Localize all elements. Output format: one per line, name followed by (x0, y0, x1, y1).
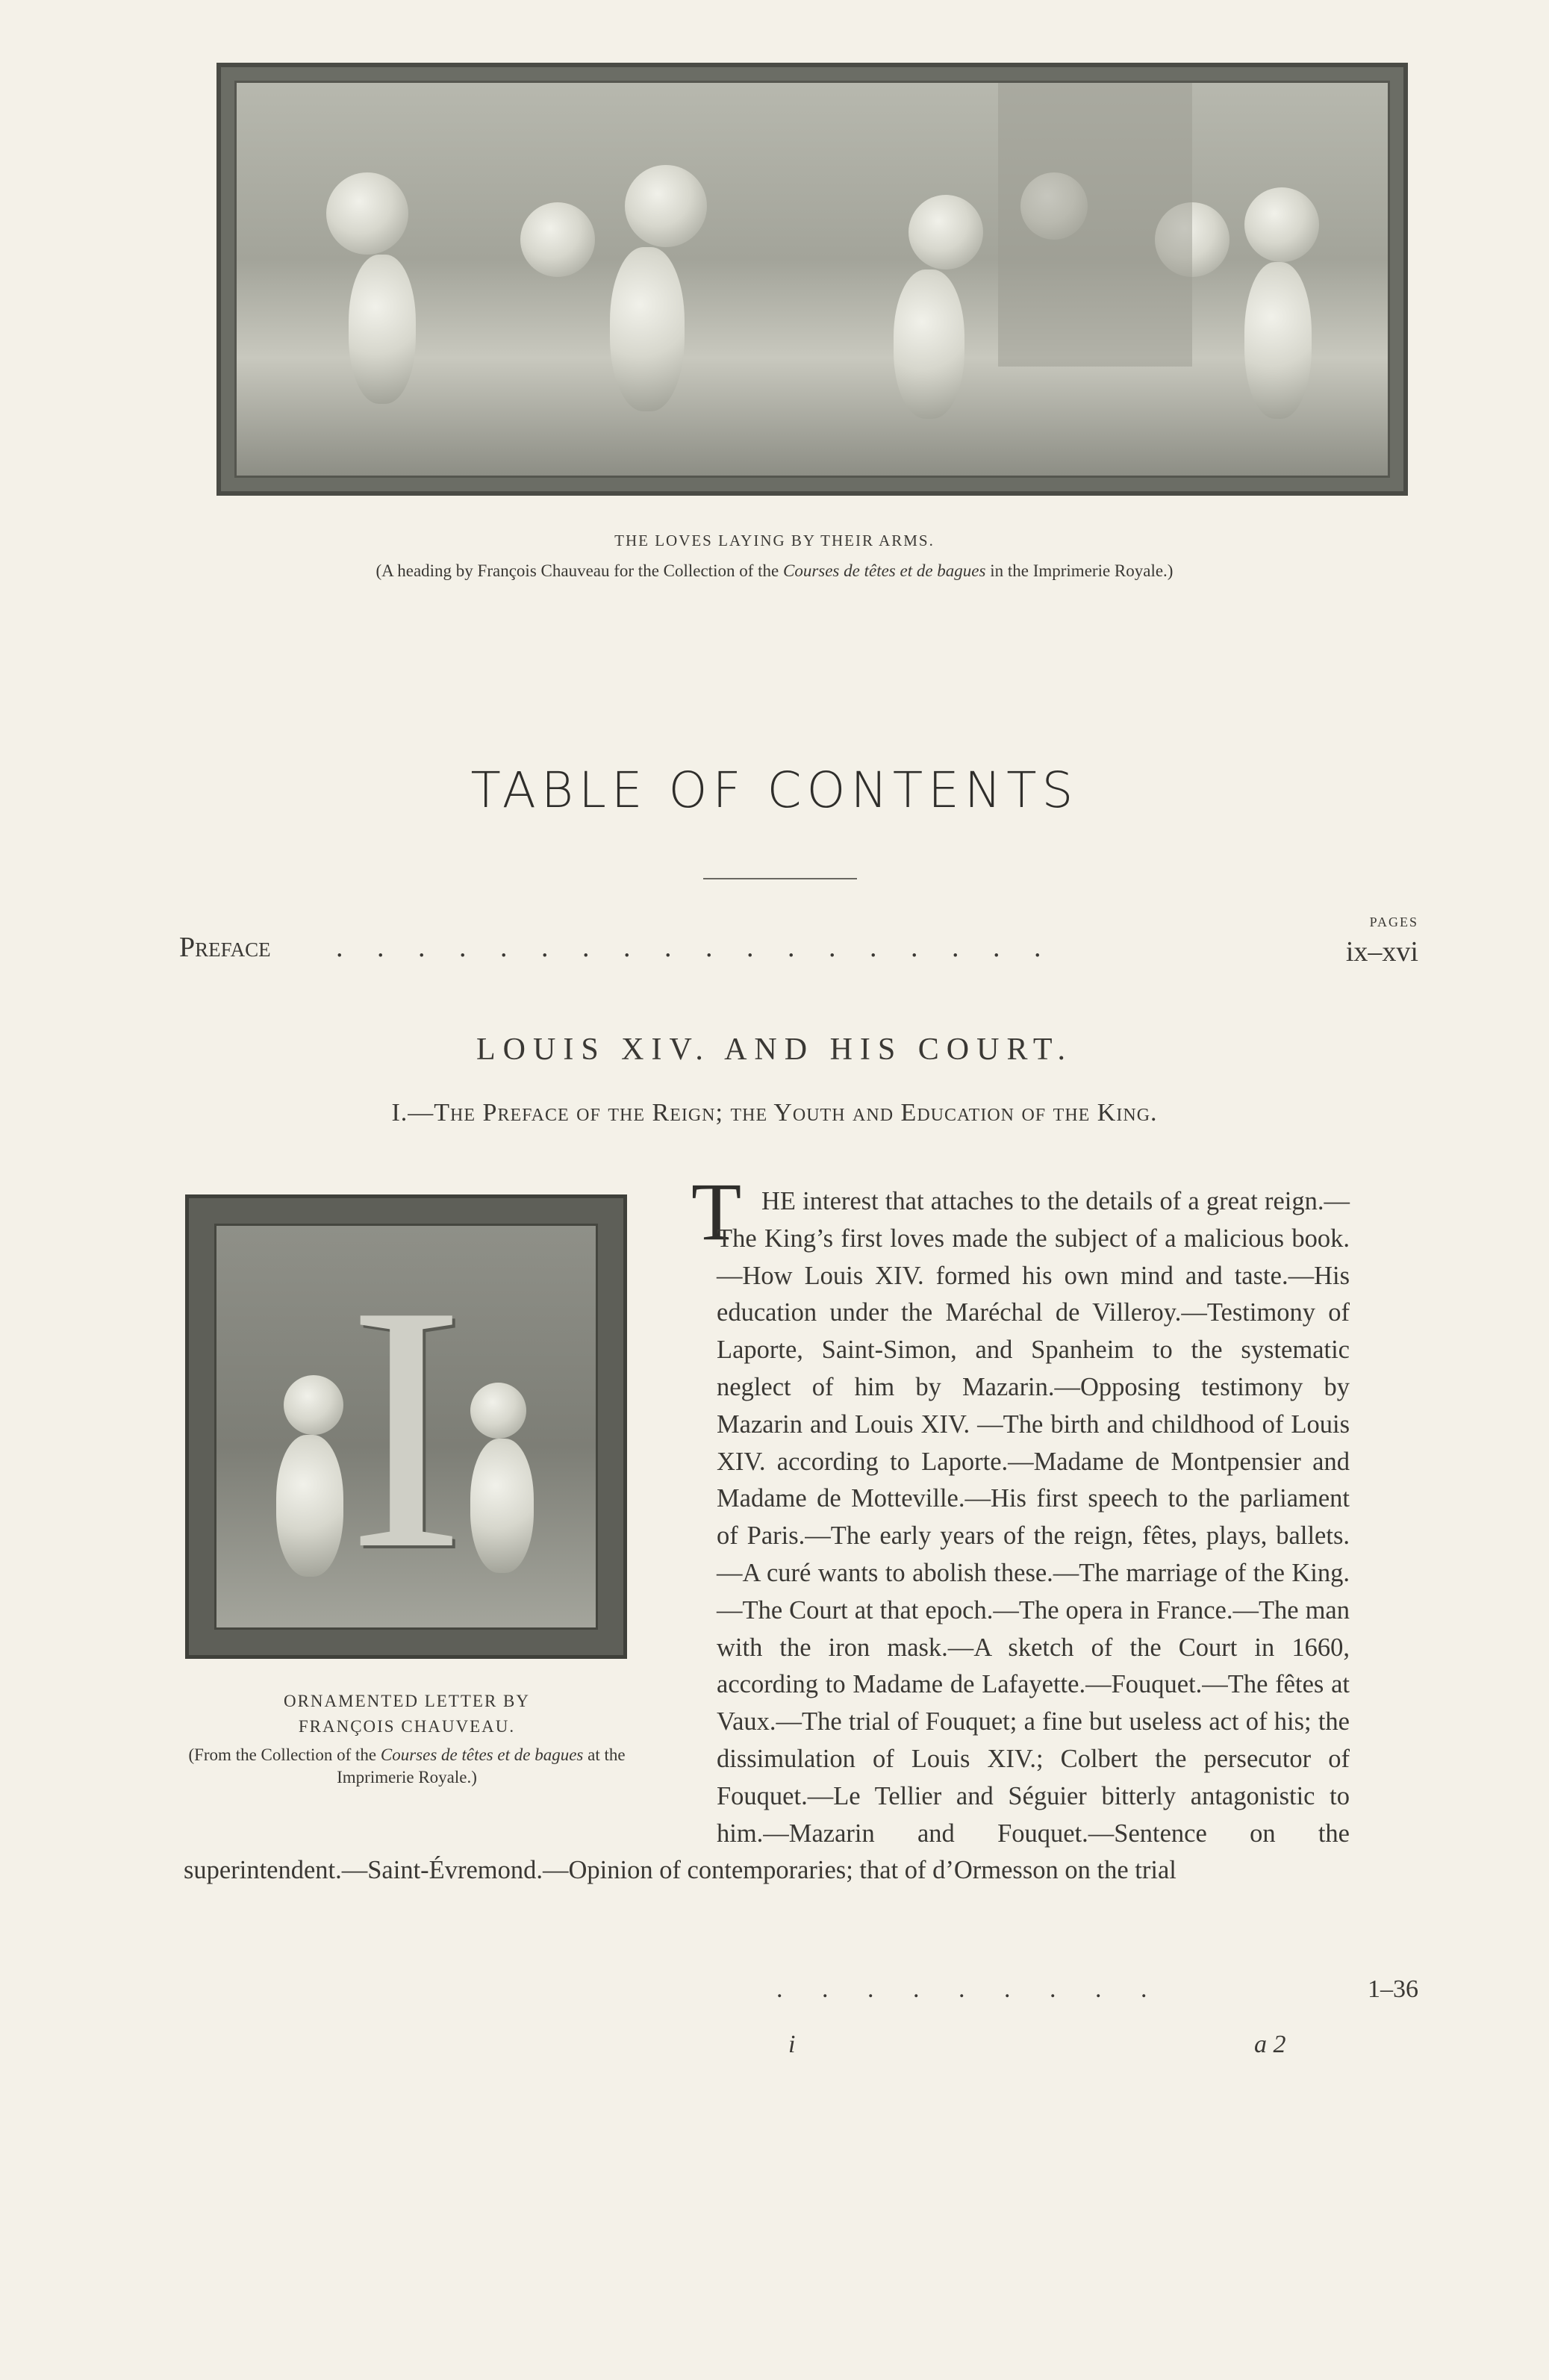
chapter-page-range: 1–36 (1368, 1975, 1418, 2003)
chapter-summary (184, 1183, 1350, 1890)
title-divider (703, 878, 857, 879)
chapter-summary-text: HE interest that attaches to the details of a great reign.—The King’s first loves made the subject of a malicious book.—How Louis XIV. formed his own mind and taste.—His education under the Maréchal de Villeroy.—Testimony of Laporte, Saint-Simon, and Spanheim to the systematic neglect of him by Mazarin.—Opposing testimony by Mazarin and Louis XIV. —The birth and childhood of Louis XIV. according to Laporte.—Madame de Montpensier and Madame de Motteville.—His first speech to the parliament of Paris.—The early years of the reign, fêtes, plays, ballets.—A curé wants to abolish these.—The marriage of the King.—The Court at that epoch.—The opera in France.—The man with the iron mask.—A sketch of the Court in 1660, according to Madame de Lafayette.—Fouquet.—The fêtes at Vaux.—The trial of Fouquet; a fine but useless act of his; the dissimulation of Louis XIV.; Colbert the persecutor of Fouquet.—Le Tellier and Séguier bitterly antagonistic to him.—Mazarin and Fouquet.—Sentence on the superintendent.—Saint-Évremond.—Opinion of contemporaries; that of d’Ormesson on the trial (184, 1187, 1350, 1885)
page-title: TABLE OF CONTENTS (470, 761, 1079, 819)
drop-cap: T (691, 1166, 742, 1257)
chapter-subtitle: I.—The Preface of the Reign; the Youth and Education of the King. (391, 1099, 1158, 1127)
preface-page-range: ix–xvi (1345, 936, 1418, 968)
chapter-title: LOUIS XIV. AND HIS COURT. (476, 1032, 1073, 1067)
header-illustration (216, 63, 1408, 496)
preface-label: Preface (179, 932, 271, 963)
chapter-leader-dots: . . . . . . . . . (776, 1975, 1164, 2003)
preface-leader-dots: . . . . . . . . . . . . . . . . . . (336, 932, 1055, 963)
plate-caption-title: THE LOVES LAYING BY THEIR ARMS. (614, 532, 935, 549)
page-number: i (788, 2031, 796, 2058)
ornamented-letter-glyph: I (347, 1233, 465, 1622)
ornament-caption: ORNAMENTED LETTER BY FRANÇOIS CHAUVEAU. (283, 1692, 531, 1736)
illustration-cherubs-scene (234, 81, 1390, 478)
plate-caption-credit: (A heading by François Chauveau for the Collection of the Courses de têtes et de bagues in the Imprimerie Royale.) (375, 561, 1174, 580)
ornament-credit: (From the Collection of the Courses de têtes et de bagues at the Imprimerie Royale.) (188, 1745, 626, 1786)
signature-mark: a 2 (1254, 2031, 1286, 2058)
toc-entry-preface (179, 915, 1418, 976)
pages-column-label: PAGES (1369, 915, 1418, 929)
